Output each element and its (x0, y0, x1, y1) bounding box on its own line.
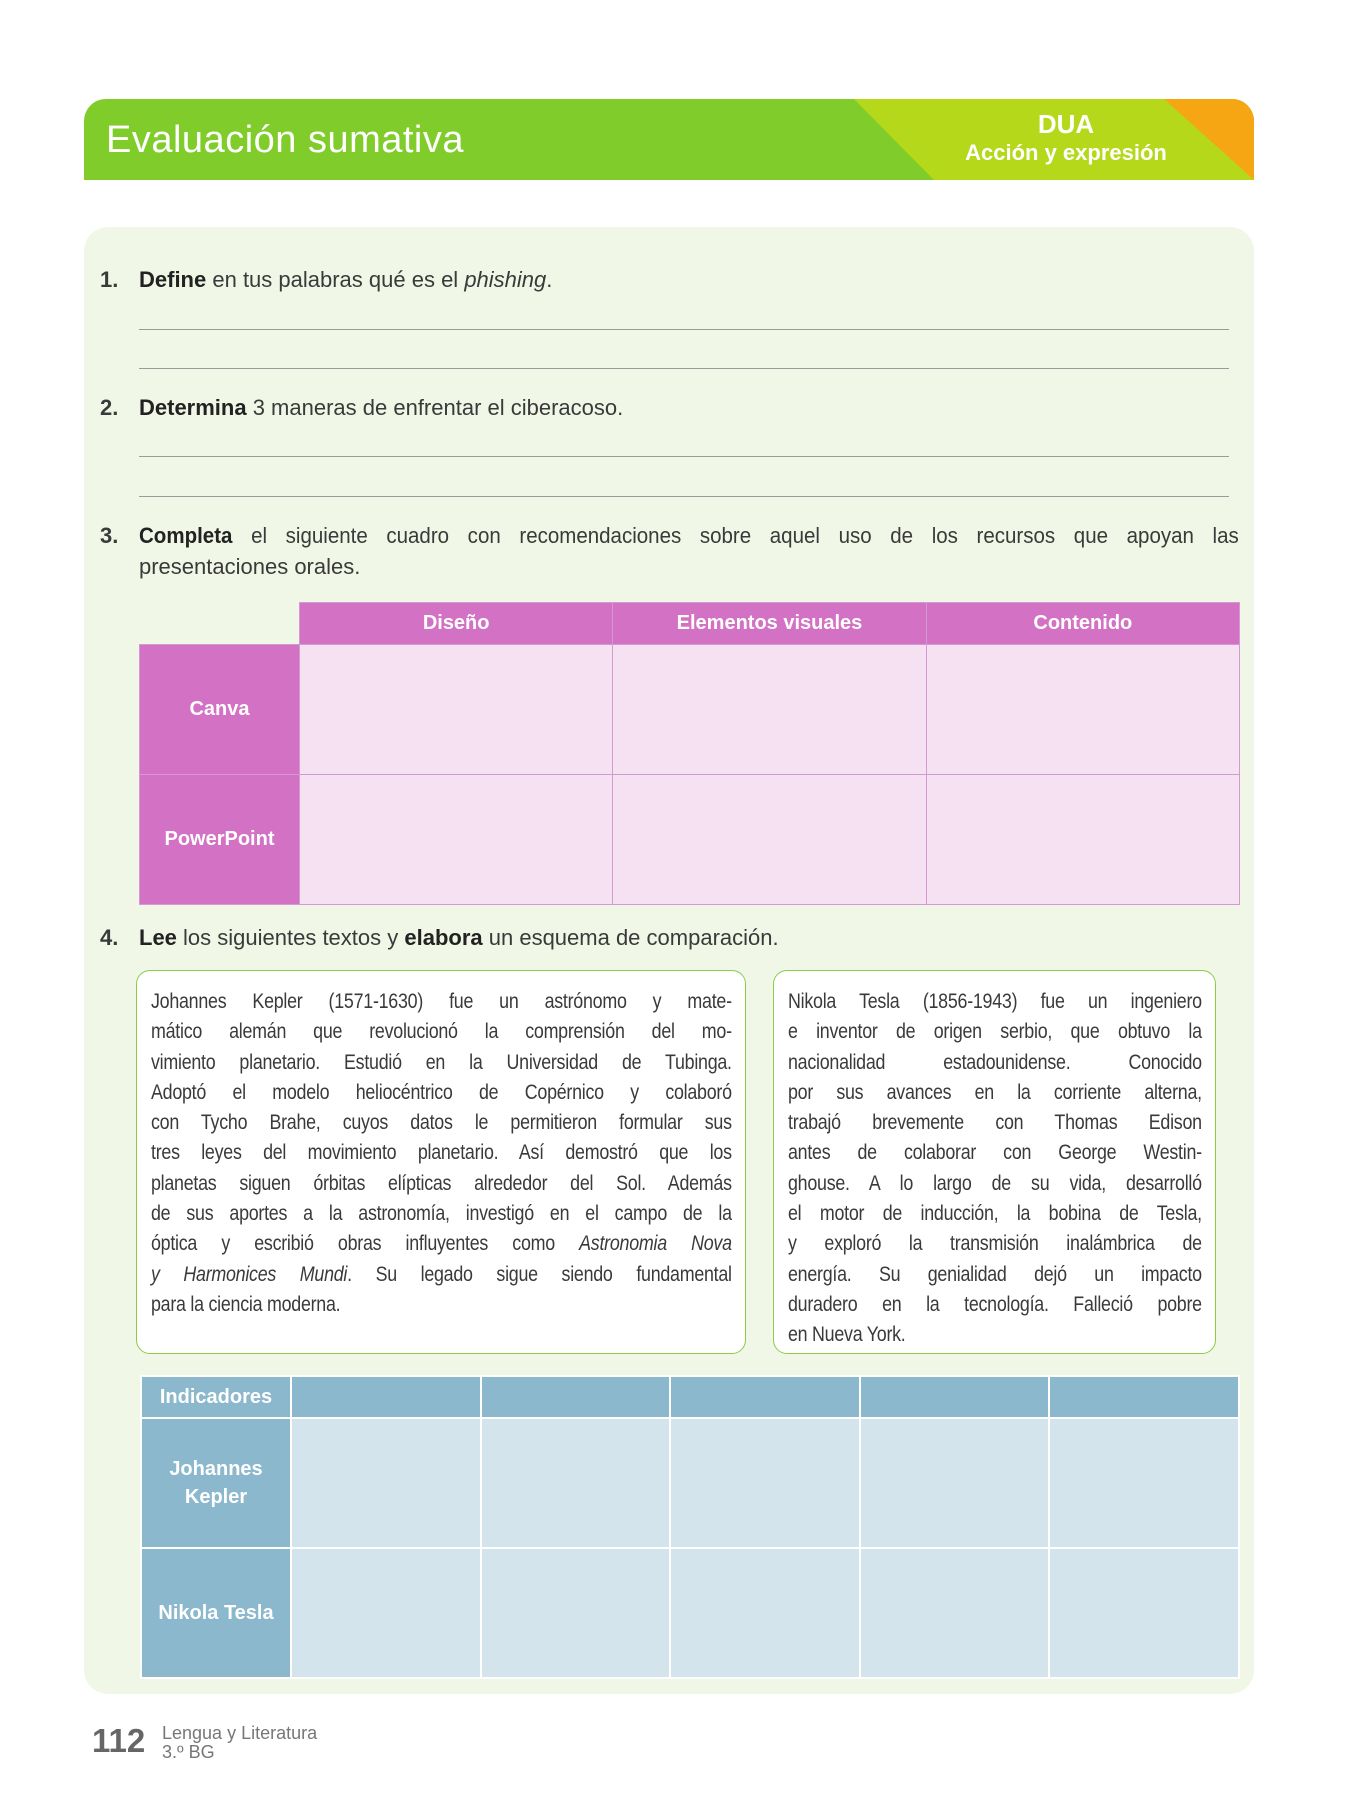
indicators-header: Indicadores (141, 1376, 291, 1418)
answer-line[interactable] (139, 496, 1229, 497)
question-text: . (546, 267, 553, 292)
book-title: y Harmonices Mundi (151, 1262, 348, 1286)
question-text: el siguiente cuadro con recomendaciones sobre aquel uso de los recursos que apoyan las (232, 523, 1239, 548)
table-row (140, 775, 1240, 905)
question-text: un esquema de comparación. (482, 925, 779, 950)
answer-cell[interactable] (670, 1548, 860, 1678)
question-verb: Determina (139, 395, 247, 420)
text-line: nacionalidad estadounidense. Conocido (788, 1050, 1202, 1074)
dua-badge (956, 109, 1176, 167)
text-line: con Tycho Brahe, cuyos datos le permitieron formular sus (151, 1111, 732, 1135)
text-segment: . Su legado sigue siendo fundamental (347, 1262, 732, 1286)
text-line: Adoptó el modelo heliocéntrico de Copérnico y colaboró (151, 1080, 732, 1104)
question-verb: Define (139, 267, 207, 292)
table-row (140, 645, 1240, 775)
question-text: en tus palabras qué es el (206, 267, 465, 292)
row-header: Nikola Tesla (141, 1548, 291, 1678)
text-line: e inventor de origen serbio, que obtuvo la (788, 1020, 1202, 1044)
answer-cell[interactable] (860, 1548, 1050, 1678)
page-number: 112 (92, 1722, 146, 1759)
text-line: trabajó brevemente con Thomas Edison (788, 1111, 1202, 1135)
text-line: vimiento planetario. Estudió en la Universidad de Tubinga. (151, 1050, 732, 1074)
answer-cell[interactable] (291, 1418, 481, 1548)
dua-subtitle: Acción y expresión (965, 140, 1167, 165)
section-header (84, 99, 1254, 180)
text-line: Nikola Tesla (1856-1943) fue un ingeniero (788, 990, 1202, 1013)
answer-cell[interactable] (481, 1418, 671, 1548)
question-number: 2. (100, 395, 119, 420)
column-header: Contenido (926, 603, 1239, 645)
kepler-text-box (136, 970, 746, 1354)
text-line: energía. Su genialidad dejó un impacto (788, 1262, 1202, 1286)
answer-line[interactable] (139, 329, 1229, 330)
question-verb: elabora (404, 925, 483, 950)
question-number: 3. (100, 523, 119, 548)
answer-cell[interactable] (481, 1548, 671, 1678)
table-row (141, 1418, 1239, 1548)
tesla-text-box (773, 970, 1216, 1354)
answer-cell[interactable] (926, 645, 1239, 775)
question-text: 3 maneras de enfrentar el ciberacoso. (246, 395, 624, 420)
question-verb: Completa (139, 523, 233, 548)
subject-label: Lengua y Literatura (162, 1723, 318, 1743)
question-italic: phishing (464, 267, 547, 292)
text-line: planetas siguen órbitas elípticas alrededor del Sol. Además (151, 1171, 732, 1195)
question-text: presentaciones orales. (139, 554, 361, 579)
answer-cell[interactable] (300, 775, 613, 905)
text-line: antes de colaborar con George Westin- (788, 1141, 1202, 1165)
indicator-cell[interactable] (670, 1376, 860, 1418)
text-line: mático alemán que revolucionó la comprensión del mo- (151, 1020, 732, 1044)
row-header: Johannes Kepler (141, 1418, 291, 1548)
grade-label: 3.º BG (162, 1742, 215, 1762)
section-title: Evaluación sumativa (106, 119, 465, 161)
text-line (151, 1260, 732, 1290)
answer-line[interactable] (139, 456, 1229, 457)
column-header: Elementos visuales (613, 603, 926, 645)
question-verb: Lee (139, 925, 177, 950)
question-text: los siguientes textos y (176, 925, 405, 950)
table-row (141, 1548, 1239, 1678)
comparison-table (140, 1375, 1240, 1679)
indicator-cell[interactable] (481, 1376, 671, 1418)
row-header: PowerPoint (140, 775, 300, 905)
answer-cell[interactable] (291, 1548, 481, 1678)
text-segment: óptica y escribió obras influyentes como (151, 1232, 580, 1256)
answer-cell[interactable] (300, 645, 613, 775)
indicator-cell[interactable] (291, 1376, 481, 1418)
answer-line[interactable] (139, 368, 1229, 369)
text-line: por sus avances en la corriente alterna, (788, 1080, 1202, 1104)
text-line: duradero en la tecnología. Falleció pobre (788, 1292, 1202, 1316)
text-line: de sus aportes a la astronomía, investigó en el campo de la (151, 1202, 732, 1226)
text-line: ghouse. A lo largo de su vida, desarrolló (788, 1171, 1202, 1195)
resources-table (139, 602, 1240, 905)
text-line (151, 1229, 732, 1259)
text-line: Johannes Kepler (1571-1630) fue un astrónomo y mate- (151, 990, 732, 1013)
answer-cell[interactable] (670, 1418, 860, 1548)
question-number: 1. (100, 267, 119, 292)
text-line: y exploró la transmisión inalámbrica de (788, 1232, 1202, 1256)
indicator-cell[interactable] (860, 1376, 1050, 1418)
answer-cell[interactable] (613, 645, 926, 775)
column-header: Diseño (300, 603, 613, 645)
row-header: Canva (140, 645, 300, 775)
text-line: tres leyes del movimiento planetario. Así demostró que los (151, 1141, 732, 1165)
answer-cell[interactable] (860, 1418, 1050, 1548)
text-line: el motor de inducción, la bobina de Tesla, (788, 1202, 1202, 1226)
indicator-cell[interactable] (1049, 1376, 1239, 1418)
text-line: en Nueva York. (788, 1323, 906, 1347)
blank-corner (140, 603, 300, 645)
dua-title: DUA (1037, 109, 1095, 139)
answer-cell[interactable] (1049, 1418, 1239, 1548)
answer-cell[interactable] (613, 775, 926, 905)
answer-cell[interactable] (1049, 1548, 1239, 1678)
answer-cell[interactable] (926, 775, 1239, 905)
book-title: Astronomia Nova (579, 1232, 732, 1256)
question-number: 4. (100, 925, 119, 950)
text-line: para la ciencia moderna. (151, 1292, 341, 1316)
